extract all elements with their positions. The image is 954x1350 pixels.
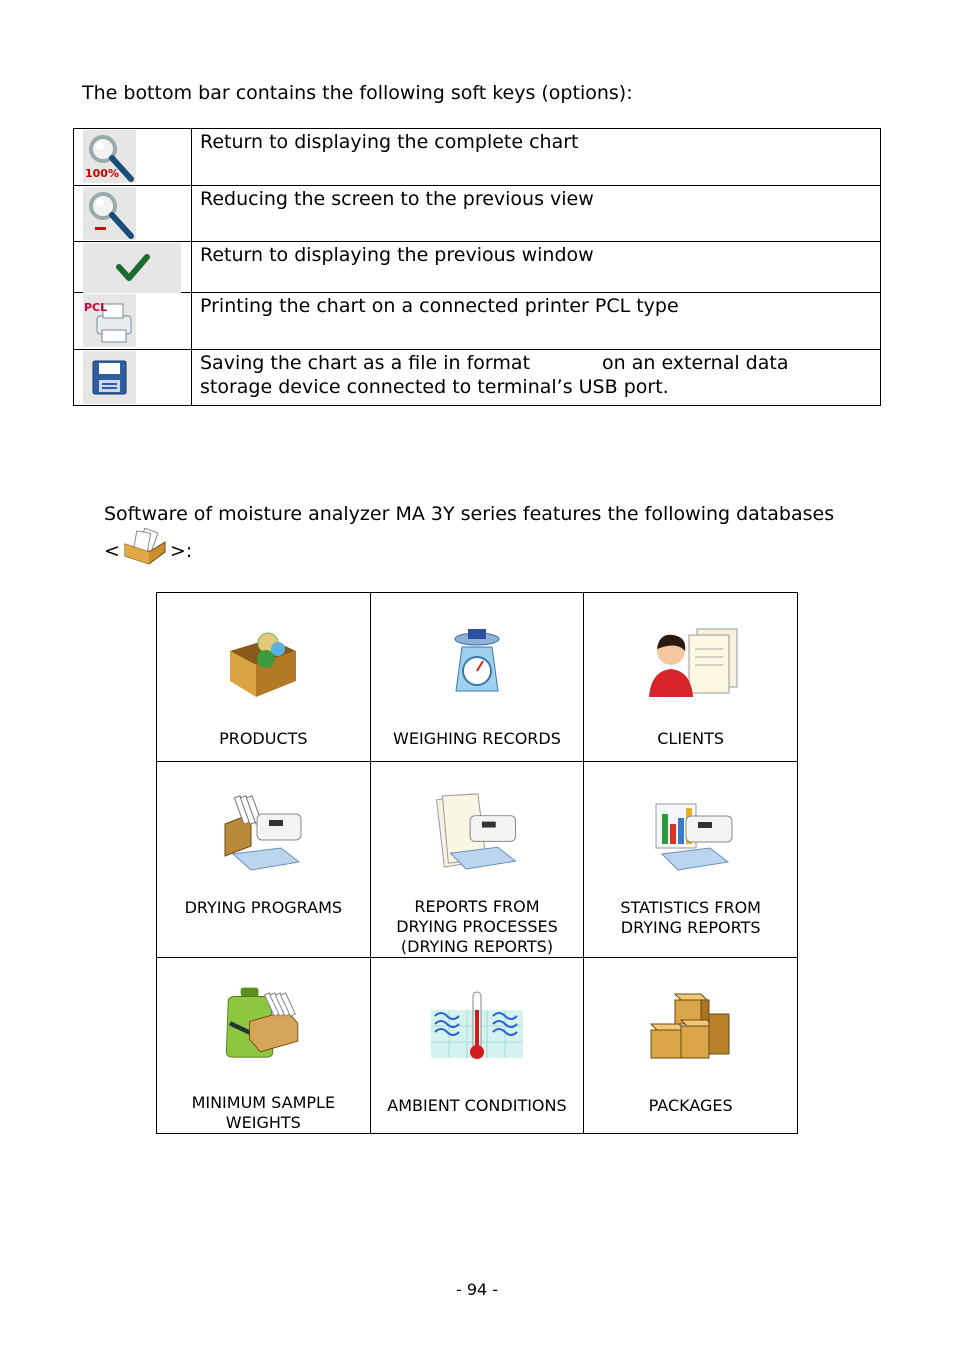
database-label-line: REPORTS FROM	[414, 897, 540, 916]
soft-key-desc: Return to displaying the previous window	[192, 242, 881, 293]
database-label: PACKAGES	[648, 1096, 733, 1115]
intro-text: The bottom bar contains the following soft keys (options):	[82, 82, 633, 104]
thermometer-icon	[431, 990, 523, 1070]
databases-table	[156, 592, 798, 1134]
database-cell-ambient-conditions[interactable]	[370, 958, 584, 1134]
database-cell-clients[interactable]	[584, 593, 798, 762]
database-cell-minimum-sample-weights[interactable]	[157, 958, 371, 1134]
zoom-out-icon	[83, 187, 136, 240]
database-label: CLIENTS	[657, 729, 725, 748]
save-text-c: storage device connected to terminal’s USB port.	[200, 376, 669, 398]
clients-person-icon	[641, 621, 741, 703]
database-cell-statistics[interactable]	[584, 762, 798, 958]
soft-key-desc: Printing the chart on a connected printer PCL type	[192, 293, 881, 350]
database-cell-drying-reports[interactable]	[370, 762, 584, 958]
databases-intro: Software of moisture analyzer MA 3Y series features the following databases	[104, 503, 835, 525]
save-text-a: Saving the chart as a file in format	[200, 352, 531, 374]
soft-key-desc: Reducing the screen to the previous view	[192, 186, 881, 242]
databases-folder-icon	[121, 528, 169, 568]
checkmark-icon	[83, 243, 181, 293]
bracket-open: <	[104, 540, 120, 562]
soft-key-desc	[192, 350, 881, 406]
svg-text:PCL: PCL	[84, 301, 108, 314]
database-label-line: MINIMUM SAMPLE	[191, 1093, 336, 1112]
databases-icon-line	[104, 528, 192, 568]
database-cell-products[interactable]	[157, 593, 371, 762]
statistics-icon	[646, 790, 736, 872]
minimum-sample-weights-icon	[218, 984, 308, 1059]
svg-text:100%: 100%	[85, 167, 119, 180]
bracket-close: >:	[169, 540, 193, 562]
zoom-100-icon	[83, 130, 136, 183]
database-label-line: WEIGHTS	[225, 1113, 301, 1132]
database-label: PRODUCTS	[219, 729, 308, 748]
database-label: WEIGHING RECORDS	[393, 729, 561, 748]
page-number: - 94 -	[455, 1280, 499, 1299]
packages-boxes-icon	[645, 990, 737, 1070]
database-label-line: DRYING REPORTS	[620, 918, 761, 937]
database-label-line: DRYING PROCESSES	[396, 917, 558, 936]
soft-key-desc: Return to displaying the complete chart	[192, 129, 881, 186]
database-label: AMBIENT CONDITIONS	[387, 1096, 567, 1115]
soft-keys-table	[73, 128, 881, 406]
drying-programs-icon	[221, 790, 305, 872]
weighing-scale-icon	[436, 621, 518, 703]
floppy-disk-icon	[83, 351, 136, 404]
database-label-line: (DRYING REPORTS)	[400, 937, 554, 956]
database-cell-weighing-records[interactable]	[370, 593, 584, 762]
database-cell-drying-programs[interactable]	[157, 762, 371, 958]
database-cell-packages[interactable]	[584, 958, 798, 1134]
database-label: DRYING PROGRAMS	[184, 898, 343, 917]
products-box-icon	[222, 621, 304, 703]
pcl-printer-icon	[83, 294, 136, 347]
drying-reports-icon	[432, 790, 522, 871]
database-label-line: STATISTICS FROM	[620, 898, 761, 917]
save-text-b: on an external data	[602, 352, 789, 374]
